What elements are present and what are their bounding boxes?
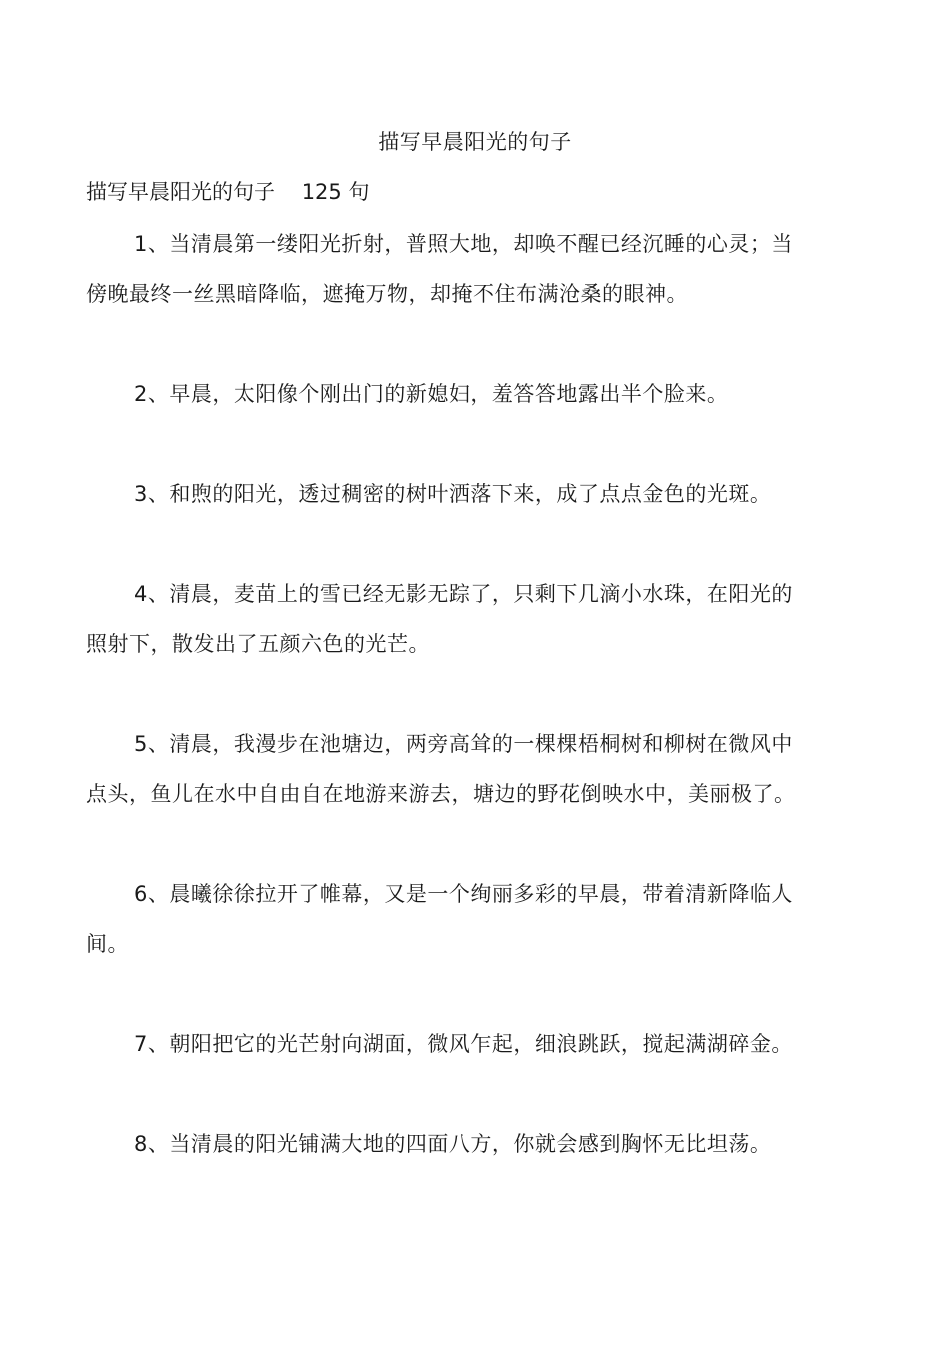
paragraph: 8、当清晨的阳光铺满大地的四面八方，你就会感到胸怀无比坦荡。 [134,1132,772,1156]
paragraph: 2、早晨，太阳像个刚出门的新媳妇，羞答答地露出半个脸来。 [134,382,729,406]
paragraph: 5、清晨，我漫步在池塘边，两旁高耸的一棵棵梧桐树和柳树在微风中点头，鱼儿在水中自由自在地游来游去，塘边的野花倒映水中，美丽极了。 [86,732,796,806]
paragraph: 7、朝阳把它的光芒射向湖面，微风乍起，细浪跳跃，搅起满湖碎金。 [134,1032,793,1056]
document-title: 描写早晨阳光的句子 [378,130,572,154]
paragraph: 6、晨曦徐徐拉开了帷幕，又是一个绚丽多彩的早晨，带着清新降临人间。 [86,882,793,956]
paragraph: 1、当清晨第一缕阳光折射，普照大地，却唤不醒已经沉睡的心灵；当傍晚最终一丝黑暗降临，遮掩万物，却掩不住布满沧桑的眼神。 [86,232,793,306]
document-subtitle: 描写早晨阳光的句子 125 句 [86,180,370,204]
paragraph: 3、和煦的阳光，透过稠密的树叶洒落下来，成了点点金色的光斑。 [134,482,772,506]
paragraph: 4、清晨，麦苗上的雪已经无影无踪了，只剩下几滴小水珠，在阳光的照射下，散发出了五颜六色的光芒。 [86,582,793,656]
